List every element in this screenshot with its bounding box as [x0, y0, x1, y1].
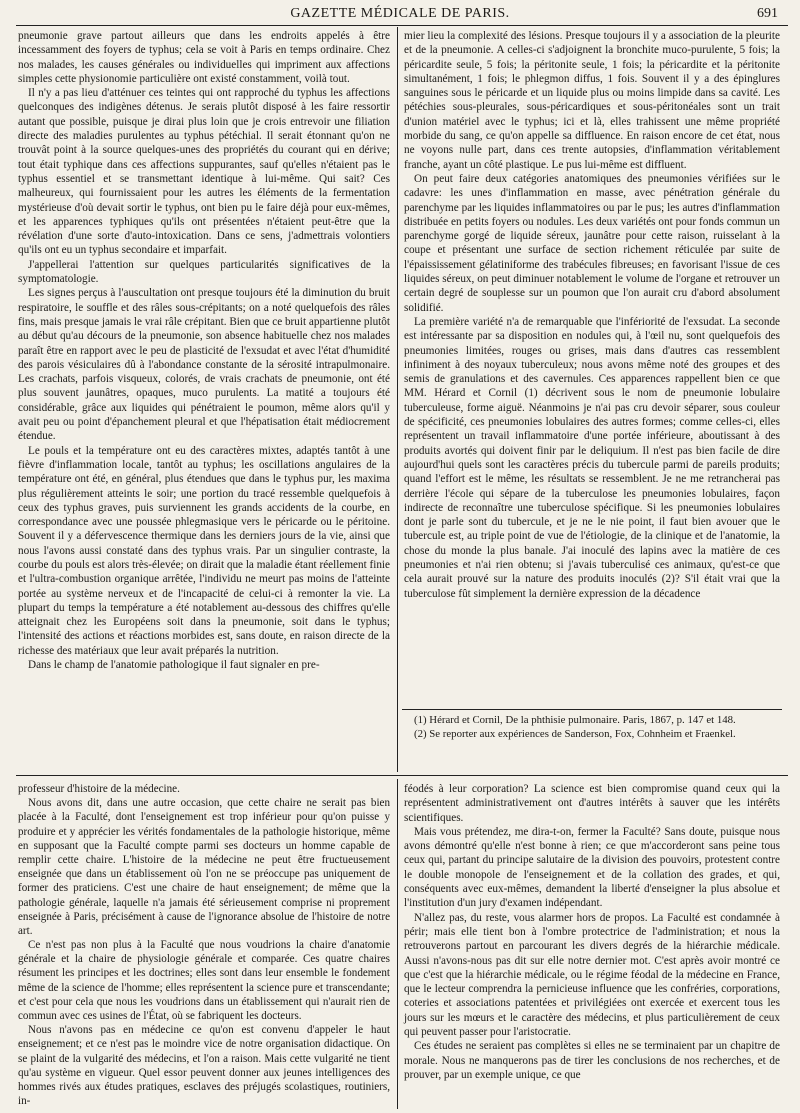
section-divider — [16, 775, 788, 776]
paragraph: La première variété n'a de remarquable que l'infériorité de l'exsudat. La seconde est intéressante par sa disposition en nodules qui, à l'œil nu, sont quelquefois des pneumonies limitées, rouges ou grises, mais dans d'autres cas ressemblent infiniment à des noyaux tuberculeux; nous avons même noté des groupes et des semis de granulations et des cavernules. Ces apparences rappellent bien ce que MM. Hérard et Cornil (1) décrivent sous le nom de pneumonie lobulaire tuberculeuse, forme aiguë. Néanmoins je n'ai pas cru devoir séparer, sous couleur de spécificité, ces pneumonies lobulaires des autres formes; comme celles-ci, elles représentent un travail inflammatoire d'une portée inférieure, aboutissant à des produits avortés qui doivent finir par le deliquium. Il n'est pas bien facile de dire aujourd'hui quels sont les caractères précis du tubercule parmi de pareils produits; quand l'effort est le même, les résultats se ressemblent. Je ne me retrancherai pas derrière l'école qui sépare de la tuberculose les pneumonies lobulaires, façon indirecte de reconnaître une tuberculose spécifique. Si les pneumonies lobulaires dont je parle sont du tubercule, et je ne le nie point, il faut bien avouer que le tubercule est, au triple point de vue de l'étiologie, de la clinique et de l'anatomie, la chose du monde la plus banale. J'ai inoculé des lapins avec la matière de ces pneumonies et n'ai rien obtenu; si j'avais tuberculisé ces animaux, qu'est-ce que cela aurait prouvé sur la nature des produits inoculés (2)? S'il était vrai que la tuberculose fût simplement la dernière expression de la décadence — [404, 315, 780, 600]
column-divider-lower — [397, 779, 398, 1109]
paragraph: Dans le champ de l'anatomie pathologique il faut signaler en pre- — [28, 659, 320, 672]
upper-right-column — [404, 29, 780, 601]
paragraph: Nous avons dit, dans une autre occasion, que cette chaire ne serait pas bien placée à la Faculté, dont l'enseignement est trop inférieur pour qu'on puisse y produire et y apprécier les vérités fondamentales de la pathologie historique, même en supposant que la Faculté compte parmi ses docteurs un homme capable de remplir cette chaire. L'histoire de la médecine ne peut être fructueusement enseignée que dans un établissement où l'on ne se préoccupe pas uniquement de former des praticiens. C'est une chaire de haut enseignement; de même que la pathologie générale, laquelle n'a jamais été sérieusement comprise ni proprement enseignée à Paris, précisément à cause de l'ignorance absolue de l'histoire de notre art. — [18, 797, 390, 937]
column-divider-upper — [397, 27, 398, 772]
lower-right-column — [404, 782, 780, 1082]
paragraph: féodés à leur corporation? La science est bien compromise quand ceux qui la représentent administrativement ont d'autres intérêts à sauver que les intérêts scientifiques. — [404, 783, 780, 824]
paragraph: Nous n'avons pas en médecine ce qu'on est convenu d'appeler le haut enseignement; et ce n'est pas le moindre vice de notre organisation didactique. On se plaint de la vulgarité des médecins, et l'on a raison. Mais cette vulgarité ne tient qu'au système en vigueur. Quel essor peuvent donner aux jeunes intelligences des hommes rivés aux études pratiques, esclaves des préjugés scolastiques, routiniers, in- — [18, 1024, 390, 1108]
footnote: (2) Se reporter aux expériences de Sanderson, Fox, Cohnheim et Fraenkel. — [414, 727, 736, 740]
paragraph: Il n'y a pas lieu d'atténuer ces teintes qui ont rapproché du typhus les affections quelconques des indigènes détenus. Je serais plutôt disposé à les faire ressortir autant que possible, puisque je dirai plus loin que je crois entrevoir une filiation directe des maladies purulentes au typhus pétéchial. Il serait étonnant qu'on ne trouvât point à la source quelques-unes des propriétés du courant qui en dérive; tout était typhique dans ces affections suppurantes, sauf qu'elles n'étaient pas le typhus essentiel et se transmettant identique à lui-même. Qui sait? Ces malheureux, qui fournissaient pour les autres les éléments de la fermentation mystérieuse d'où devait sortir le typhus, ont bien pu le faire déjà pour eux-mêmes, et les apparences typhiques qu'ils ont présentées n'étaient peut-être que la révélation d'une sorte d'auto-intoxication. Dans ce sens, j'admettrais volontiers qu'ils ont eu un typhus secondaire et imparfait. — [18, 87, 390, 257]
upper-left-column — [18, 29, 390, 672]
journal-title: GAZETTE MÉDICALE DE PARIS. — [290, 6, 510, 21]
footnote-rule — [402, 709, 782, 710]
paragraph: Le pouls et la température ont eu des caractères mixtes, adaptés tantôt à une fièvre d'inflammation locale, tantôt au typhus; les oscillations angulaires de la température ont été, en général, plus étendues que dans le typhus pur, les maxima plus régulièrement atteints le soir; une portion du tracé ressemble quelquefois à ceux des typhus graves, puis surviennent les grands accidents de la courbe, en correspondance avec une poussée phlegmasique vers le péricarde ou le péritoine. Souvent il y a défervescence thermique dans les derniers jours de la vie, ainsi que nous l'avons aussi constaté dans des typhus vrais. Par un singulier contraste, la courbe du pouls est alors très-élevée; on dirait que la maladie étant réellement finie et l'ultra-combustion organique arrêtée, l'individu ne meurt pas moins de l'atteinte portée au système nerveux et de l'incapacité de celui-ci à remonter la vie. La plupart du temps la température a été notablement au-dessous des chiffres qu'elle atteignait chez les Européens soit dans la pneumonie, soit dans le typhus; l'intensité des actions et réactions morbides est, sans doute, en raison directe de la richesse des matériaux que leur avait préparés la nutrition. — [18, 444, 390, 657]
lower-left-column — [18, 782, 390, 1108]
page-number: 691 — [757, 6, 778, 21]
paragraph: J'appellerai l'attention sur quelques particularités significatives de la symptomatologie. — [18, 258, 390, 286]
paragraph: Ce n'est pas non plus à la Faculté que nous voudrions la chaire d'anatomie générale et la chaire de physiologie générale et comparée. Ces quatre chaires résument les principes et les doctrines; elles sont dans leur ensemble le fondement même de la science de l'homme; elles représentent la science pure et transcendante; et c'est pour cela que nous les voudrions dans un établissement qui n'aurait rien de commun avec ces usines de l'État, où se fabriquent les docteurs. — [18, 939, 390, 1022]
paragraph: On peut faire deux catégories anatomiques des pneumonies vérifiées sur le cadavre: les unes d'inflammation en masse, avec pénétration générale du parenchyme par les liquides inflammatoires ou par le pus; les autres d'inflammation distribuée en petits foyers ou nodules. Les deux variétés ont pour fonds commun un parenchyme gorgé de liquide séreux, jaunâtre pour cette raison, ruisselant à la coupe et présentant une surface de section richement réticulée par suite de l'épaississement gélatiniforme des trabécules fibreuses; en favorisant l'issue de ces liquides séreux, on peut diminuer notablement le volume de l'organe et retrouver un certain degré de souplesse sur un poumon que l'on aurait cru d'abord absolument solidifié. — [404, 172, 780, 314]
paragraph: professeur d'histoire de la médecine. — [18, 783, 180, 795]
paragraph: Les signes perçus à l'auscultation ont presque toujours été la diminution du bruit respiratoire, le souffle et des râles sous-crépitants; on a noté quelquefois des râles fins, mais presque jamais le vrai râle crépitant. Bien que ce bruit appartienne plutôt au début qu'au décours de la pneumonie, son absence habituelle chez nos malades paraît être en rapport avec le peu de plasticité de l'exsudat et avec l'état d'humidité des parois vésiculaires dû à l'abondance constante de la sérosité intrapulmonaire. Les crachats, parfois visqueux, colorés, de vrais crachats de pneumonie, ont été plus souvent jaunâtres, opaques, muco purulents. La matité a toujours été considérable, grâce aux liquides qui pénétraient le poumon, même alors qu'il y avait peu ou point d'épanchement pleural et que l'hépatisation était médiocrement étendue. — [18, 287, 390, 443]
footnote: (1) Hérard et Cornil, De la phthisie pulmonaire. Paris, 1867, p. 147 et 148. — [414, 714, 736, 726]
header-rule — [16, 25, 788, 26]
paragraph: mier lieu la complexité des lésions. Presque toujours il y a association de la pleurite et de la pneumonie. A celles-ci s'adjoignent la bronchite muco-purulente, 5 fois; la péricardite seule, 5 fois; la péritonite seule, 1 fois; la péricardite et la péritonite simultanément, 1 fois; le phlegmon diffus, 1 fois. Souvent il y a des épinglures sanguines sous le péricarde et un liquide plus ou moins limpide dans sa cavité. Les pétéchies sous-pleurales, sous-péricardiques et sous-péritonéales sont un trait d'union matériel avec le typhus; ici et là, elles trahissent une même propriété morbide du sang, ce qu'on appelle sa diffluence. En raison encore de cet état, nous ne voyons nulle part, dans ces trente autopsies, d'inflammation véritablement franche, ayant un côté plastique. Le pus lui-même est diffluent. — [404, 30, 780, 171]
paragraph: pneumonie grave partout ailleurs que dans les endroits appelés à être incessamment des foyers de typhus; cela se voit à Paris en temps ordinaire. Chez nos malades, les causes générales ou individuelles qui impriment aux affections simples cette physionomie particulière ont existé constamment, voilà tout. — [18, 30, 390, 85]
paragraph: N'allez pas, du reste, vous alarmer hors de propos. La Faculté est condamnée à périr; mais elle tient bon à l'ombre protectrice de l'administration; et nous la retrouverons partout en parcourant les divers degrés de la hiérarchie médicale. Aussi n'avons-nous pas dit sur elle notre dernier mot. C'est après avoir montré ce que c'est que la hiérarchie médicale, ou le régime féodal de la médecine en France, que le lecteur comprendra la pernicieuse influence que les confréries, corporations, coteries et associations patentées et privilégiées ont exercée et exercent tous les jours sur les mœurs et le caractère des médecins, et plus particulièrement de ceux qui peuvent passer pour l'aristocratie. — [404, 911, 780, 1039]
paragraph: Mais vous prétendez, me dira-t-on, fermer la Faculté? Sans doute, puisque nous avons démontré qu'elle n'est bonne à rien; ce que m'accorderont sans peine tous ceux qui, partant du principe salutaire de la division des pouvoirs, protestent contre le double monopole de l'enseignement et de la collation des grades, et qui, conséquents avec eux-mêmes, demandent la liberté d'enseigner la plus absolue et l'institution d'un jury d'examen indépendant. — [404, 825, 780, 910]
paragraph: Ces études ne seraient pas complètes si elles ne se terminaient par un chapitre de morale. Nous ne manquerons pas de tirer les conclusions de nos recherches, et de prouver, par un exemple unique, ce que — [404, 1040, 780, 1081]
footnotes — [404, 714, 780, 741]
